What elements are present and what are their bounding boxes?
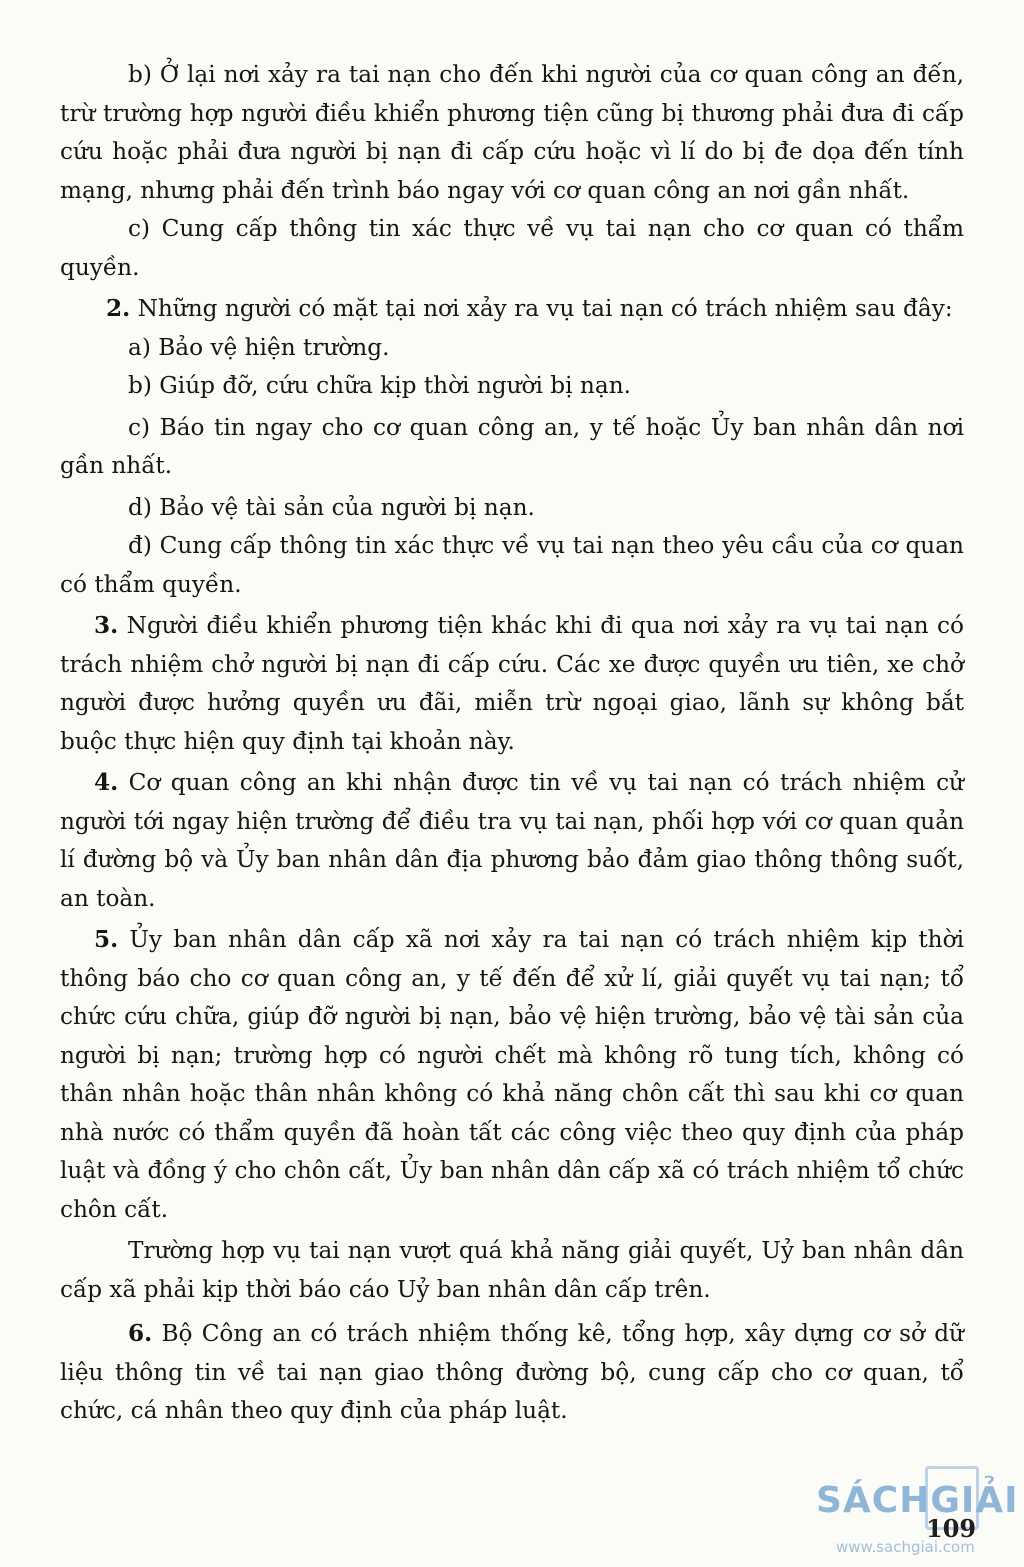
paragraph-text: c) Báo tin ngay cho cơ quan công an, y tế hoặc Ủy ban nhân dân nơi gần nhất.	[60, 413, 964, 479]
numbered-paragraph	[60, 921, 964, 1229]
numbered-paragraph	[60, 1315, 964, 1431]
numbered-paragraph	[60, 764, 964, 918]
page-number: 109	[926, 1514, 977, 1543]
watermark-url: www.sachgiai.com	[836, 1538, 975, 1556]
clause-number: 3.	[94, 612, 119, 639]
paragraph-text: c) Cung cấp thông tin xác thực về vụ tai nạn cho cơ quan có thẩm quyền.	[60, 215, 964, 281]
paragraph-text: Ủy ban nhân dân cấp xã nơi xảy ra tai nạn có trách nhiệm kịp thời thông báo cho cơ quan công an, y tế đến để xử lí, giải quyết vụ tai nạn; tổ chức cứu chữa, giúp đỡ người bị nạn, bảo vệ hiện trường, bảo vệ tài sản của người bị nạn; trường hợp có người chết mà không rõ tung tích, không có thân nhân hoặc thân nhân không có khả năng chôn cất thì sau khi cơ quan nhà nước có thẩm quyền đã hoàn tất các công việc theo quy định của pháp luật và đồng ý cho chôn cất, Ủy ban nhân dân cấp xã có trách nhiệm tổ chức chôn cất.	[60, 926, 964, 1223]
clause-number: 4.	[94, 769, 119, 796]
clause-number: 5.	[94, 926, 119, 953]
paragraph-text: Bộ Công an có trách nhiệm thống kê, tổng hợp, xây dựng cơ sở dữ liệu thông tin về tai nạn giao thông đường bộ, cung cấp cho cơ quan, tổ chức, cá nhân theo quy định của pháp luật.	[60, 1320, 964, 1424]
paragraph	[60, 527, 964, 604]
paragraph-text: Người điều khiển phương tiện khác khi đi qua nơi xảy ra vụ tai nạn có trách nhiệm chở người bị nạn đi cấp cứu. Các xe được quyền ưu tiên, xe chở người được hưởng quyền ưu đãi, miễn trừ ngoại giao, lãnh sự không bắt buộc thực hiện quy định tại khoản này.	[60, 612, 964, 755]
paragraph-text: Những người có mặt tại nơi xảy ra vụ tai nạn có trách nhiệm sau đây:	[130, 295, 953, 322]
paragraph	[60, 329, 964, 368]
paragraph	[60, 210, 964, 287]
clause-number: 6.	[128, 1320, 153, 1347]
clause-number: 2.	[106, 295, 131, 322]
watermark-brand: SÁCHGIẢI	[816, 1480, 1019, 1521]
paragraph-text: Trường hợp vụ tai nạn vượt quá khả năng giải quyết, Uỷ ban nhân dân cấp xã phải kịp thời báo cáo Uỷ ban nhân dân cấp trên.	[60, 1237, 964, 1303]
paragraph	[60, 367, 964, 406]
paragraph-text: b) Ở lại nơi xảy ra tai nạn cho đến khi người của cơ quan công an đến, trừ trường hợp người điều khiển phương tiện cũng bị thương phải đưa đi cấp cứu hoặc phải đưa người bị nạn đi cấp cứu hoặc vì lí do bị đe dọa đến tính mạng, nhưng phải đến trình báo ngay với cơ quan công an nơi gần nhất.	[60, 61, 964, 204]
paragraph-text: đ) Cung cấp thông tin xác thực về vụ tai nạn theo yêu cầu của cơ quan có thẩm quyền.	[60, 532, 964, 598]
paragraph	[60, 409, 964, 486]
paragraph-text: Cơ quan công an khi nhận được tin về vụ tai nạn có trách nhiệm cử người tới ngay hiện trường để điều tra vụ tai nạn, phối hợp với cơ quan quản lí đường bộ và Ủy ban nhân dân địa phương bảo đảm giao thông thông suốt, an toàn.	[60, 769, 964, 912]
paragraph	[60, 1232, 964, 1309]
document-body	[60, 56, 964, 1431]
watermark-logo	[816, 1462, 1022, 1562]
paragraph-text: d) Bảo vệ tài sản của người bị nạn.	[128, 493, 535, 521]
numbered-paragraph	[60, 607, 964, 761]
paragraph-text: a) Bảo vệ hiện trường.	[128, 333, 390, 361]
paragraph	[60, 489, 964, 528]
numbered-paragraph	[60, 290, 964, 329]
paragraph	[60, 56, 964, 210]
paragraph-text: b) Giúp đỡ, cứu chữa kịp thời người bị nạn.	[128, 372, 631, 399]
